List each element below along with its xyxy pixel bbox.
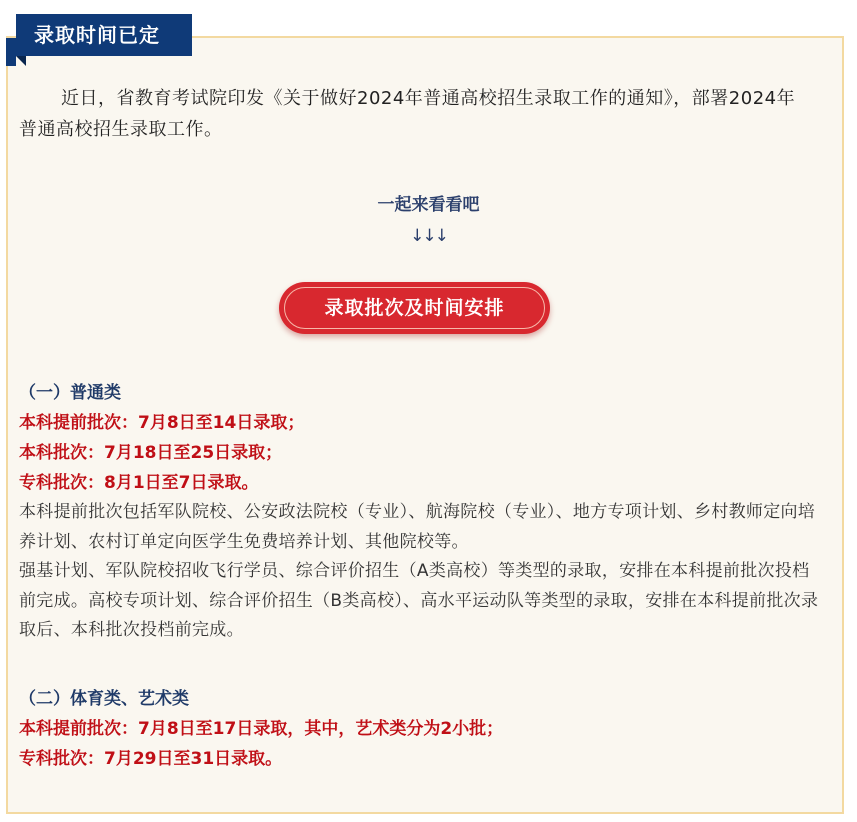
title-corner-accent: [6, 38, 16, 66]
schedule-banner-button[interactable]: [279, 282, 550, 334]
general-line-undergrad: 本科批次：7月18日至25日录取；: [19, 443, 283, 463]
down-arrows-icon: ↓↓↓: [410, 226, 447, 246]
general-line-junior: 专科批次：8月1日至7日录取。: [19, 473, 259, 493]
intro-paragraph: [19, 83, 809, 145]
section-sports-arts: [19, 684, 819, 774]
general-paragraph-1: 本科提前批次包括军队院校、公安政法院校（专业）、航海院校（专业）、地方专项计划、乡村教师定向培养计划、农村订单定向医学生免费培养计划、其他院校等。: [19, 502, 816, 552]
sports-arts-line-early: 本科提前批次：7月8日至17日录取，其中，艺术类分为2小批；: [19, 719, 504, 739]
section-title-tag: 录取时间已定: [16, 14, 192, 56]
intro-text: 近日，省教育考试院印发《关于做好2024年普通高校招生录取工作的通知》，部署2024年普通高校招生录取工作。: [19, 88, 796, 140]
general-paragraph-2: 强基计划、军队院校招收飞行学员、综合评价招生（A类高校）等类型的录取，安排在本科提前批次投档前完成。高校专项计划、综合评价招生（B类高校）、高水平运动队等类型的录取，安排在本科提前批次录取后、本科批次投档前完成。: [19, 561, 819, 640]
general-line-early: 本科提前批次：7月8日至14日录取；: [19, 413, 305, 433]
section-general-heading: （一）普通类: [19, 383, 121, 403]
sports-arts-line-junior: 专科批次：7月29日至31日录取。: [19, 749, 283, 769]
look-together-label: 一起来看看吧: [377, 195, 480, 215]
schedule-banner-label: 录取批次及时间安排: [284, 287, 545, 329]
section-sports-arts-heading: （二）体育类、艺术类: [19, 689, 189, 709]
section-general: [19, 378, 819, 646]
